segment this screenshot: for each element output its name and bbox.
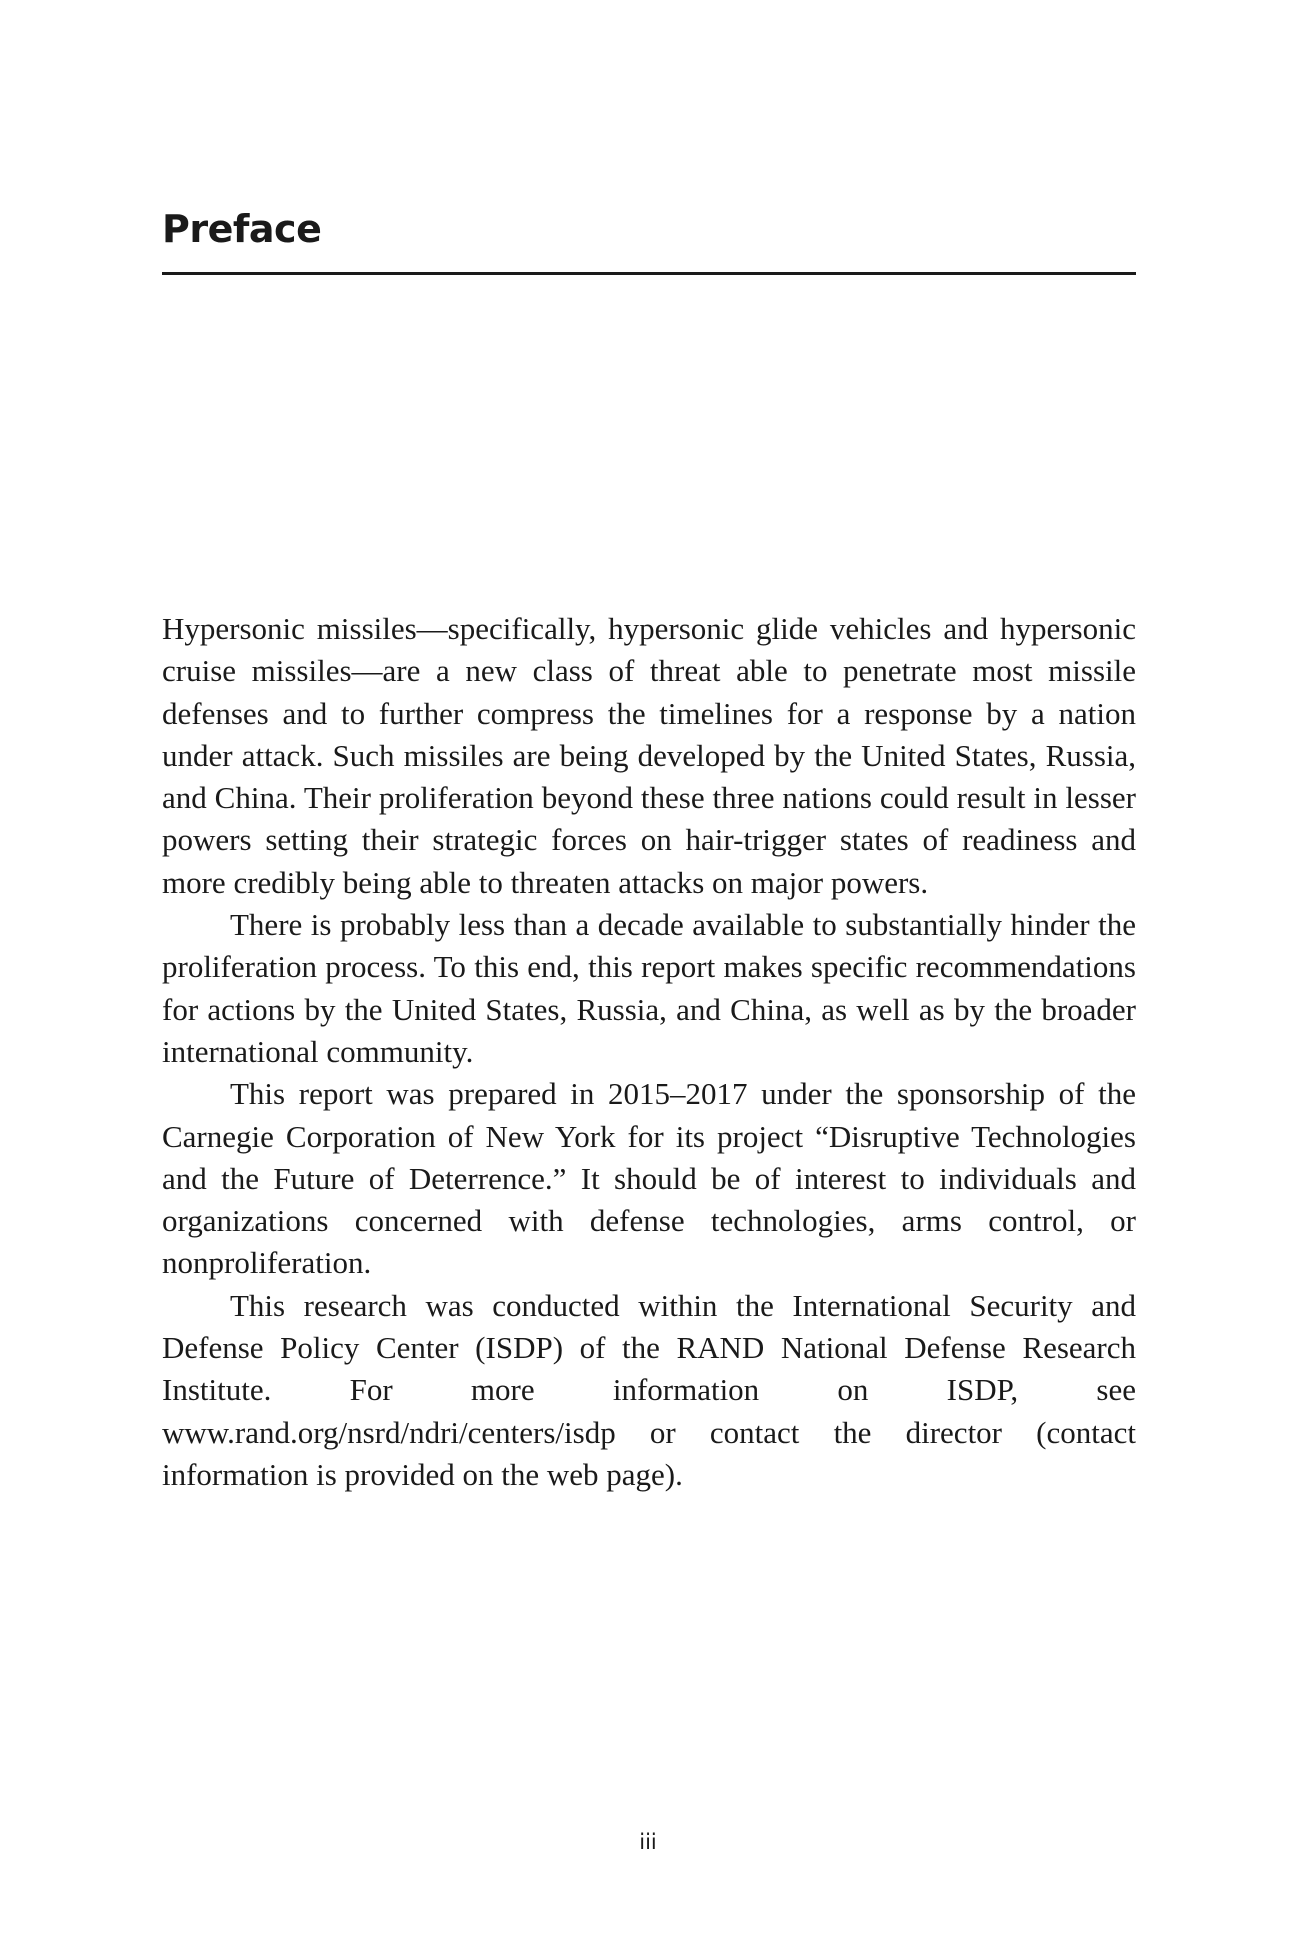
page-number: iii [639,1830,657,1854]
paragraph-overview: Hypersonic missiles—specifically, hypersonic glide vehicles and hypersonic cruise missiles—are a new class of threat able to penetrate most missile defenses and to further compress the timelines for a response by a nation under attack. Such missiles are being developed by the United States, Russia, and China. Their proliferation beyond these three nations could result in lesser powers setting their strategic forces on hair-trigger states of readiness and more credibly being able to threaten attacks on major powers. [162,611,1136,900]
paragraph-sponsorship: This report was prepared in 2015–2017 under the sponsorship of the Carnegie Corporation of New York for its project “Disruptive Technologies and the Future of Deterrence.” It should be of interest to individuals and organizations concerned with defense technologies, arms control, or nonproliferation. [162,1076,1136,1281]
preface-body [162,608,1136,1496]
paragraph-research-center: This research was conducted within the International Security and Defense Policy Center (ISDP) of the RAND National Defense Research Institute. For more information on ISDP, see www.rand.org/nsrd/ndri/centers/isdp or contact the director (contact information is provided on the web page). [162,1287,1136,1492]
page-title: Preface [162,207,322,251]
paragraph-timeline: There is probably less than a decade available to substantially hinder the proliferation process. To this end, this report makes specific recommendations for actions by the United States, Russia, and China, as well as by the broader international community. [162,907,1136,1069]
title-rule [162,272,1136,275]
